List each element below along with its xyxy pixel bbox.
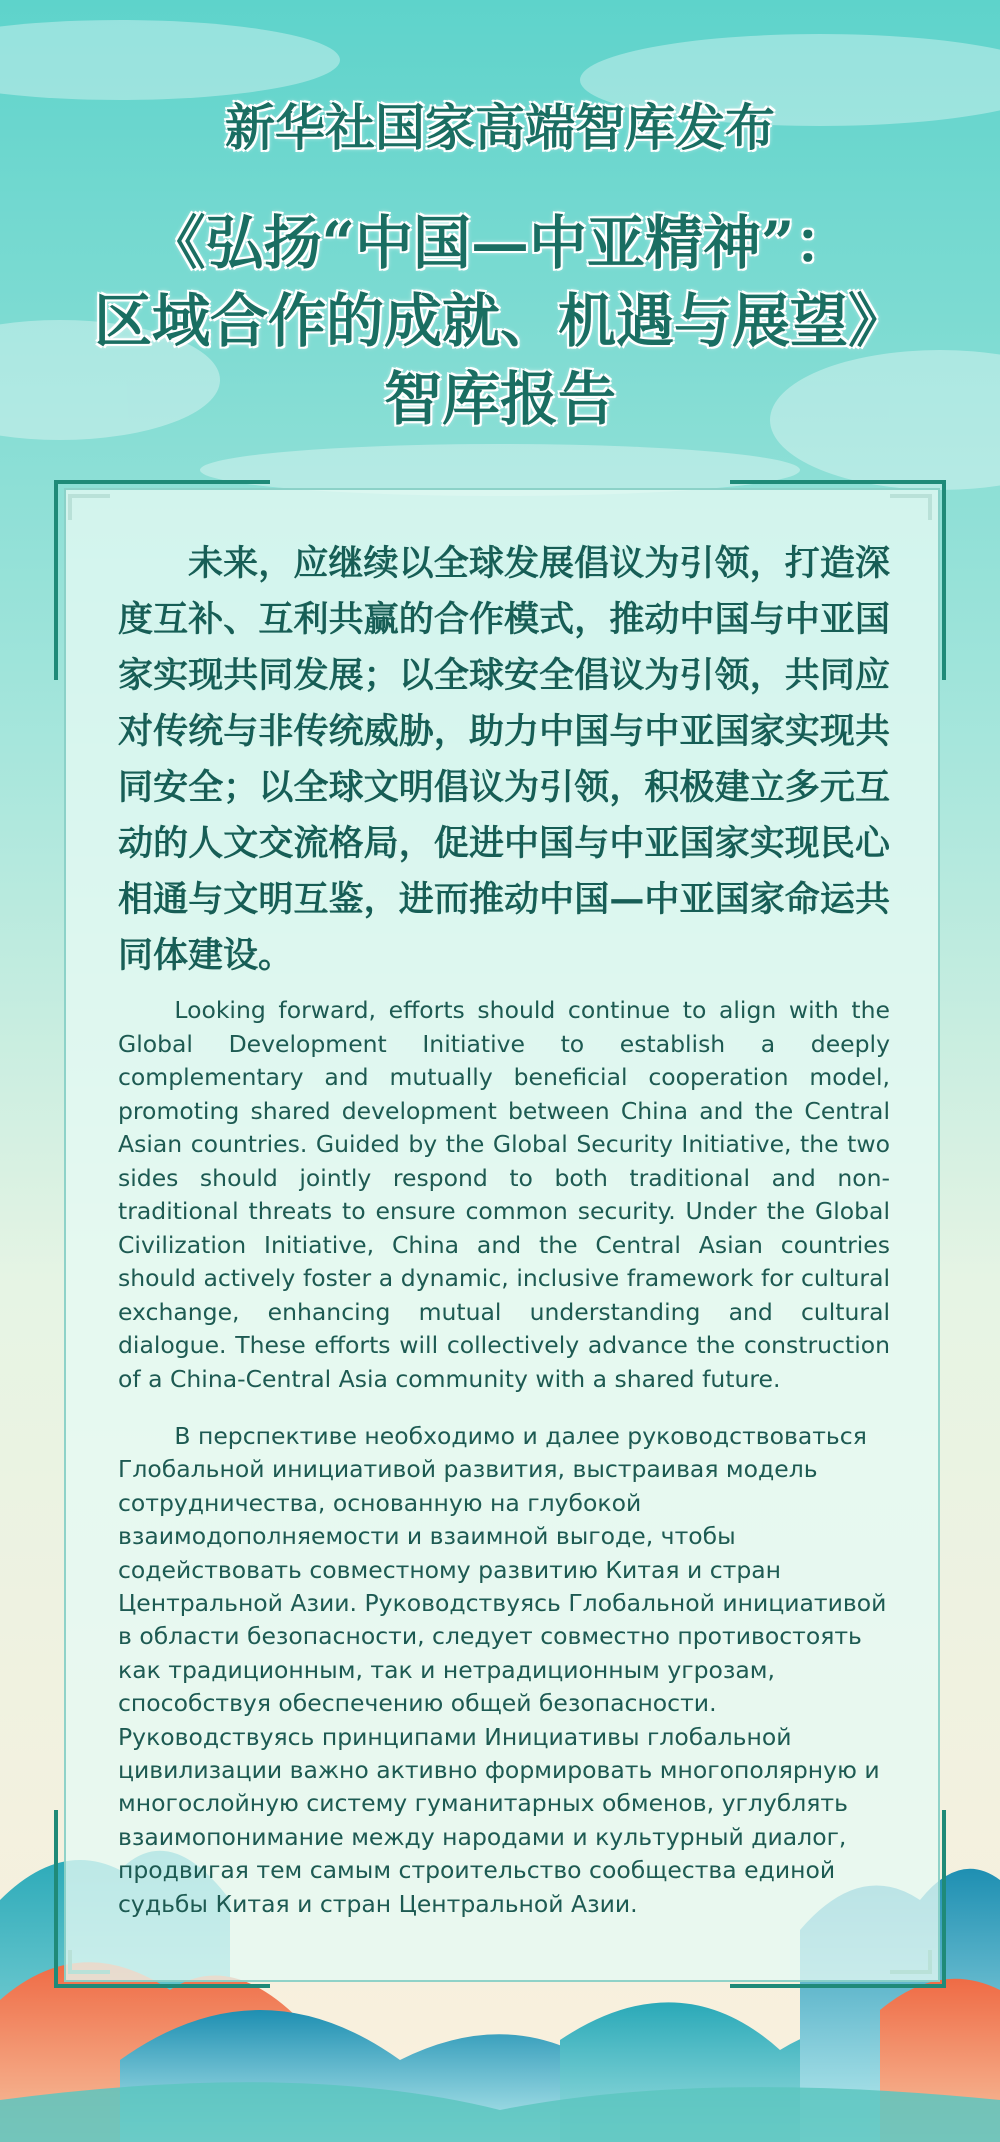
report-title-line-3: 智库报告 xyxy=(383,365,616,433)
chinese-paragraph: 未来，应继续以全球发展倡议为引领，打造深度互补、互利共赢的合作模式，推动中国与中亚国家实现共同发展；以全球安全倡议为引领，共同应对传统与非传统威胁，助力中国与中亚国家实现共同安全；以全球文明倡议为引领，积极建立多元互动的人文交流格局，促进中国与中亚国家实现民心相通与文明互鉴，进而推动中国—中亚国家命运共同体建设。 xyxy=(118,544,890,976)
report-title-line-2: 区域合作的成就、机遇与展望》 xyxy=(93,287,906,355)
english-paragraph: Looking forward, efforts should continue to align with the Global Development Initiative to establish a deeply complementary and mutually beneficial cooperation model, promoting shared development between China and the Central Asian countries. Guided by the Global Security Initiative, the two sides should jointly respond to both traditional and non-traditional threats to ensure common security. Under the Global Civilization Initiative, China and the Central Asian countries should actively foster a dynamic, inclusive framework for cultural exchange, enhancing mutual understanding and cultural dialogue. These efforts will collectively advance the construction of a China-Central Asia community with a shared future. xyxy=(118,996,890,1393)
russian-paragraph: В перспективе необходимо и далее руководствоваться Глобальной инициативой развития, выстраивая модель сотрудничества, основанную на глубокой взаимодополняемости и взаимной выгоде, чтобы содействовать совместному развитию Китая и стран Центральной Азии. Руководствуясь Глобальной инициативой в области безопасности, следует совместно противостоять как традиционным, так и нетрадиционным угрозам, способствуя обеспечению общей безопасности. Руководствуясь принципами Инициативы глобальной цивилизации важно активно формировать многополярную и многослойную систему гуманитарных обменов, углублять взаимопонимание между народами и культурный диалог, продвигая тем самым строительство сообщества единой судьбы Китая и стран Центральной Азии. xyxy=(118,1422,887,1918)
agency-title: 新华社国家高端智库发布 xyxy=(225,98,775,157)
report-title-line-1: 《弘扬“中国—中亚精神”： xyxy=(147,209,853,277)
